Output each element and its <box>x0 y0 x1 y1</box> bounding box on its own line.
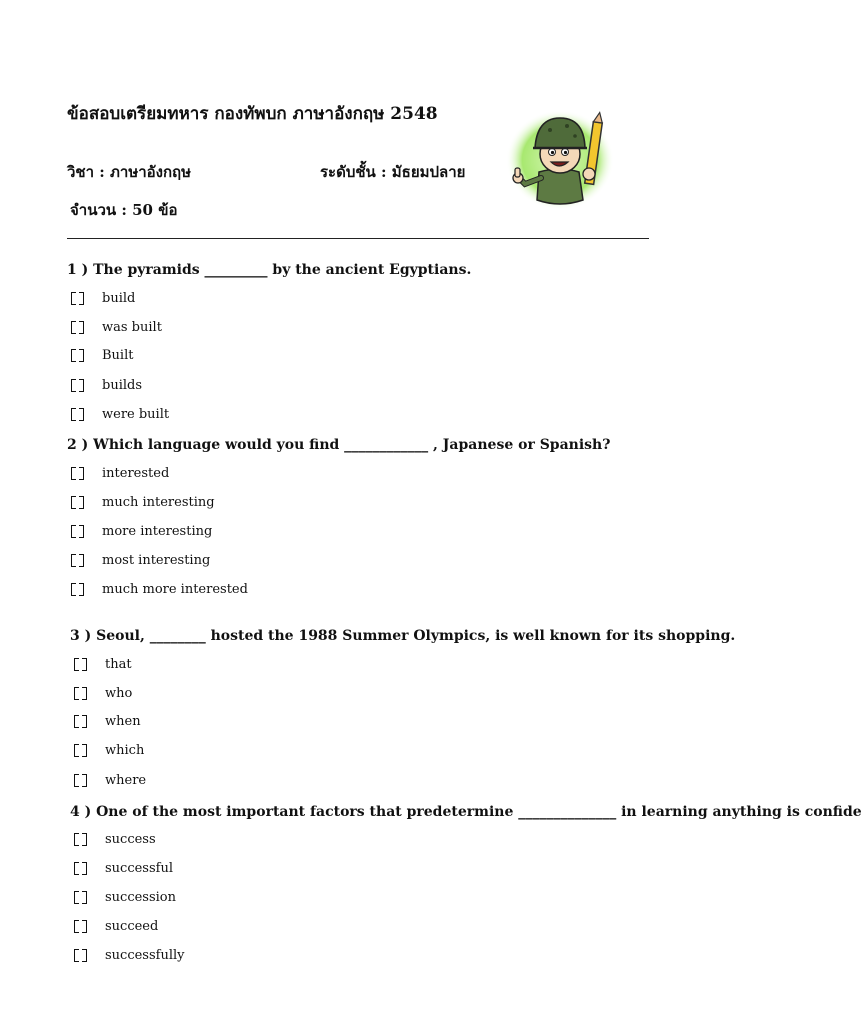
option-label: when <box>105 713 141 729</box>
option-label: succeed <box>105 918 159 934</box>
option-label: build <box>102 290 136 306</box>
checkbox-bracket-icon[interactable] <box>71 467 84 480</box>
option-1b[interactable] <box>71 317 162 337</box>
checkbox-bracket-icon[interactable] <box>74 862 87 875</box>
option-2e[interactable] <box>71 579 248 599</box>
option-4b[interactable] <box>74 858 173 878</box>
option-2b[interactable] <box>71 492 215 512</box>
checkbox-bracket-icon[interactable] <box>71 496 84 509</box>
checkbox-bracket-icon[interactable] <box>74 658 87 671</box>
question-count: จำนวน : 50 ข้อ <box>70 201 178 219</box>
option-2d[interactable] <box>71 550 210 570</box>
option-label: Built <box>102 347 134 363</box>
checkbox-bracket-icon[interactable] <box>74 833 87 846</box>
option-3c[interactable] <box>74 711 141 731</box>
option-label: success <box>105 831 156 847</box>
checkbox-bracket-icon[interactable] <box>71 554 84 567</box>
option-label: successful <box>105 860 173 876</box>
option-label: successfully <box>105 947 185 963</box>
option-4d[interactable] <box>74 916 158 936</box>
option-4c[interactable] <box>74 887 176 907</box>
option-1e[interactable] <box>71 404 169 424</box>
option-4a[interactable] <box>74 829 156 849</box>
question-3: 3 ) Seoul, ________ hosted the 1988 Summer Olympics, is well known for its shopping. <box>70 628 736 644</box>
checkbox-bracket-icon[interactable] <box>71 292 84 305</box>
checkbox-bracket-icon[interactable] <box>74 715 87 728</box>
option-label: was built <box>102 319 162 335</box>
question-1: 1 ) The pyramids _________ by the ancient Egyptians. <box>67 262 472 278</box>
option-3e[interactable] <box>74 770 146 790</box>
question-2: 2 ) Which language would you find ____________ , Japanese or Spanish? <box>67 437 611 453</box>
option-1d[interactable] <box>71 375 142 395</box>
checkbox-bracket-icon[interactable] <box>74 774 87 787</box>
option-label: more interesting <box>102 523 213 539</box>
checkbox-bracket-icon[interactable] <box>74 687 87 700</box>
option-label: interested <box>102 465 170 481</box>
checkbox-bracket-icon[interactable] <box>71 408 84 421</box>
checkbox-bracket-icon[interactable] <box>71 583 84 596</box>
checkbox-bracket-icon[interactable] <box>74 744 87 757</box>
option-label: builds <box>102 377 143 393</box>
option-3d[interactable] <box>74 740 144 760</box>
checkbox-bracket-icon[interactable] <box>74 920 87 933</box>
option-1a[interactable] <box>71 288 135 308</box>
level-label: ระดับชั้น : มัธยมปลาย <box>320 163 466 181</box>
subject-label: วิชา : ภาษาอังกฤษ <box>67 163 192 181</box>
option-label: succession <box>105 889 176 905</box>
checkbox-bracket-icon[interactable] <box>71 349 84 362</box>
option-4e[interactable] <box>74 945 185 965</box>
header-divider <box>67 238 649 239</box>
option-3a[interactable] <box>74 654 132 674</box>
checkbox-bracket-icon[interactable] <box>74 891 87 904</box>
checkbox-bracket-icon[interactable] <box>74 949 87 962</box>
option-label: were built <box>102 406 170 422</box>
option-label: much more interested <box>102 581 248 597</box>
soldier-cartoon-icon <box>505 108 615 212</box>
option-label: most interesting <box>102 552 211 568</box>
option-label: much interesting <box>102 494 215 510</box>
exam-title: ข้อสอบเตรียมทหาร กองทัพบก ภาษาอังกฤษ 2548 <box>67 104 438 124</box>
option-2c[interactable] <box>71 521 212 541</box>
option-1c[interactable] <box>71 345 133 365</box>
option-label: who <box>105 685 133 701</box>
option-2a[interactable] <box>71 463 169 483</box>
option-label: where <box>105 772 147 788</box>
question-4: 4 ) One of the most important factors that predetermine ______________ in learning anything is confide <box>70 804 862 820</box>
option-label: which <box>105 742 145 758</box>
checkbox-bracket-icon[interactable] <box>71 525 84 538</box>
option-label: that <box>105 656 132 672</box>
checkbox-bracket-icon[interactable] <box>71 379 84 392</box>
checkbox-bracket-icon[interactable] <box>71 321 84 334</box>
option-3b[interactable] <box>74 683 132 703</box>
